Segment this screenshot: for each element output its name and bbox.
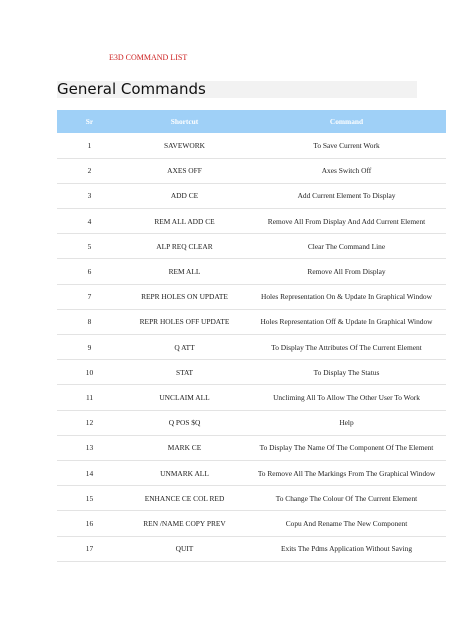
cell-command: To Display The Attributes Of The Current Element: [271, 342, 422, 352]
cell-command: To Change The Colour Of The Current Element: [275, 493, 418, 503]
table-row: [57, 460, 446, 485]
cell-sr: 2: [87, 166, 92, 176]
cell-sr: 6: [87, 267, 92, 277]
cell-shortcut: REN /NAME COPY PREV: [143, 518, 226, 528]
table-row: [57, 158, 446, 183]
cell-sr: 16: [85, 518, 94, 528]
table-row: [57, 360, 446, 385]
cell-shortcut: UNMARK ALL: [160, 468, 209, 478]
cell-shortcut: SAVEWORK: [164, 140, 205, 150]
cell-command: Holes Representation On & Update In Graphical Window: [261, 292, 432, 302]
cell-shortcut: REM ALL ADD CE: [154, 216, 215, 226]
table-row: [57, 435, 446, 460]
table-row: [57, 385, 446, 410]
cell-shortcut: ENHANCE CE COL RED: [144, 493, 225, 503]
cell-sr: 10: [85, 367, 94, 377]
table-row: [57, 335, 446, 360]
cell-shortcut: REM ALL: [168, 267, 201, 277]
header-command: Command: [329, 117, 364, 126]
cell-sr: 12: [85, 418, 94, 428]
cell-command: Help: [339, 418, 354, 428]
table-row: [57, 259, 446, 284]
cell-sr: 13: [85, 443, 94, 453]
command-table: [57, 110, 446, 562]
cell-command: Clear The Command Line: [307, 241, 386, 251]
cell-sr: 4: [87, 216, 92, 226]
cell-sr: 7: [87, 292, 92, 302]
cell-command: To Remove All The Markings From The Graphical Window: [257, 468, 436, 478]
table-row: [57, 536, 446, 561]
cell-command: Exits The Pdms Application Without Saving: [280, 544, 413, 554]
cell-command: Remove All From Display: [307, 267, 386, 277]
table-row: [57, 234, 446, 259]
header-shortcut: Shortcut: [170, 117, 199, 126]
cell-command: Remove All From Display And Add Current Element: [267, 216, 426, 226]
cell-sr: 5: [87, 241, 92, 251]
cell-sr: 11: [85, 392, 94, 402]
cell-command: Uncliming All To Allow The Other User To Work: [273, 392, 420, 402]
cell-shortcut: UNCLAIM ALL: [159, 392, 210, 402]
cell-shortcut: REPR HOLES OFF UPDATE: [139, 317, 230, 327]
cell-shortcut: MARK CE: [167, 443, 202, 453]
table-header-row: [57, 110, 446, 133]
cell-sr: 14: [85, 468, 94, 478]
cell-shortcut: Q POS $Q: [168, 418, 201, 428]
table-row: [57, 410, 446, 435]
table-row: [57, 284, 446, 309]
cell-shortcut: ALP REQ CLEAR: [156, 241, 213, 251]
cell-shortcut: REPR HOLES ON UPDATE: [141, 292, 228, 302]
table-row: [57, 209, 446, 234]
cell-command: Holes Representation Off & Update In Graphical Window: [260, 317, 433, 327]
cell-shortcut: Q ATT: [174, 342, 195, 352]
cell-sr: 9: [87, 342, 92, 352]
cell-command: Add Current Element To Display: [297, 191, 396, 201]
table-row: [57, 511, 446, 536]
cell-shortcut: STAT: [175, 367, 194, 377]
cell-command: To Display The Status: [313, 367, 380, 377]
header-sr: Sr: [85, 117, 94, 126]
cell-shortcut: ADD CE: [170, 191, 199, 201]
table-row: [57, 183, 446, 208]
cell-command: To Display The Name Of The Component Of The Element: [259, 443, 434, 453]
table-row: [57, 486, 446, 511]
table-row: [57, 133, 446, 158]
table-row: [57, 309, 446, 334]
cell-sr: 8: [87, 317, 92, 327]
cell-sr: 3: [87, 191, 92, 201]
cell-shortcut: QUIT: [175, 544, 194, 554]
cell-command: To Save Current Work: [313, 140, 380, 150]
cell-shortcut: AXES OFF: [167, 166, 202, 176]
cell-sr: 17: [85, 544, 94, 554]
cell-sr: 1: [87, 140, 92, 150]
cell-command: Axes Switch Off: [321, 166, 372, 176]
cell-sr: 15: [85, 493, 94, 503]
section-title: General Commands: [57, 81, 417, 98]
cell-command: Copu And Rename The New Component: [285, 518, 408, 528]
document-label: E3D COMMAND LIST: [109, 53, 188, 62]
